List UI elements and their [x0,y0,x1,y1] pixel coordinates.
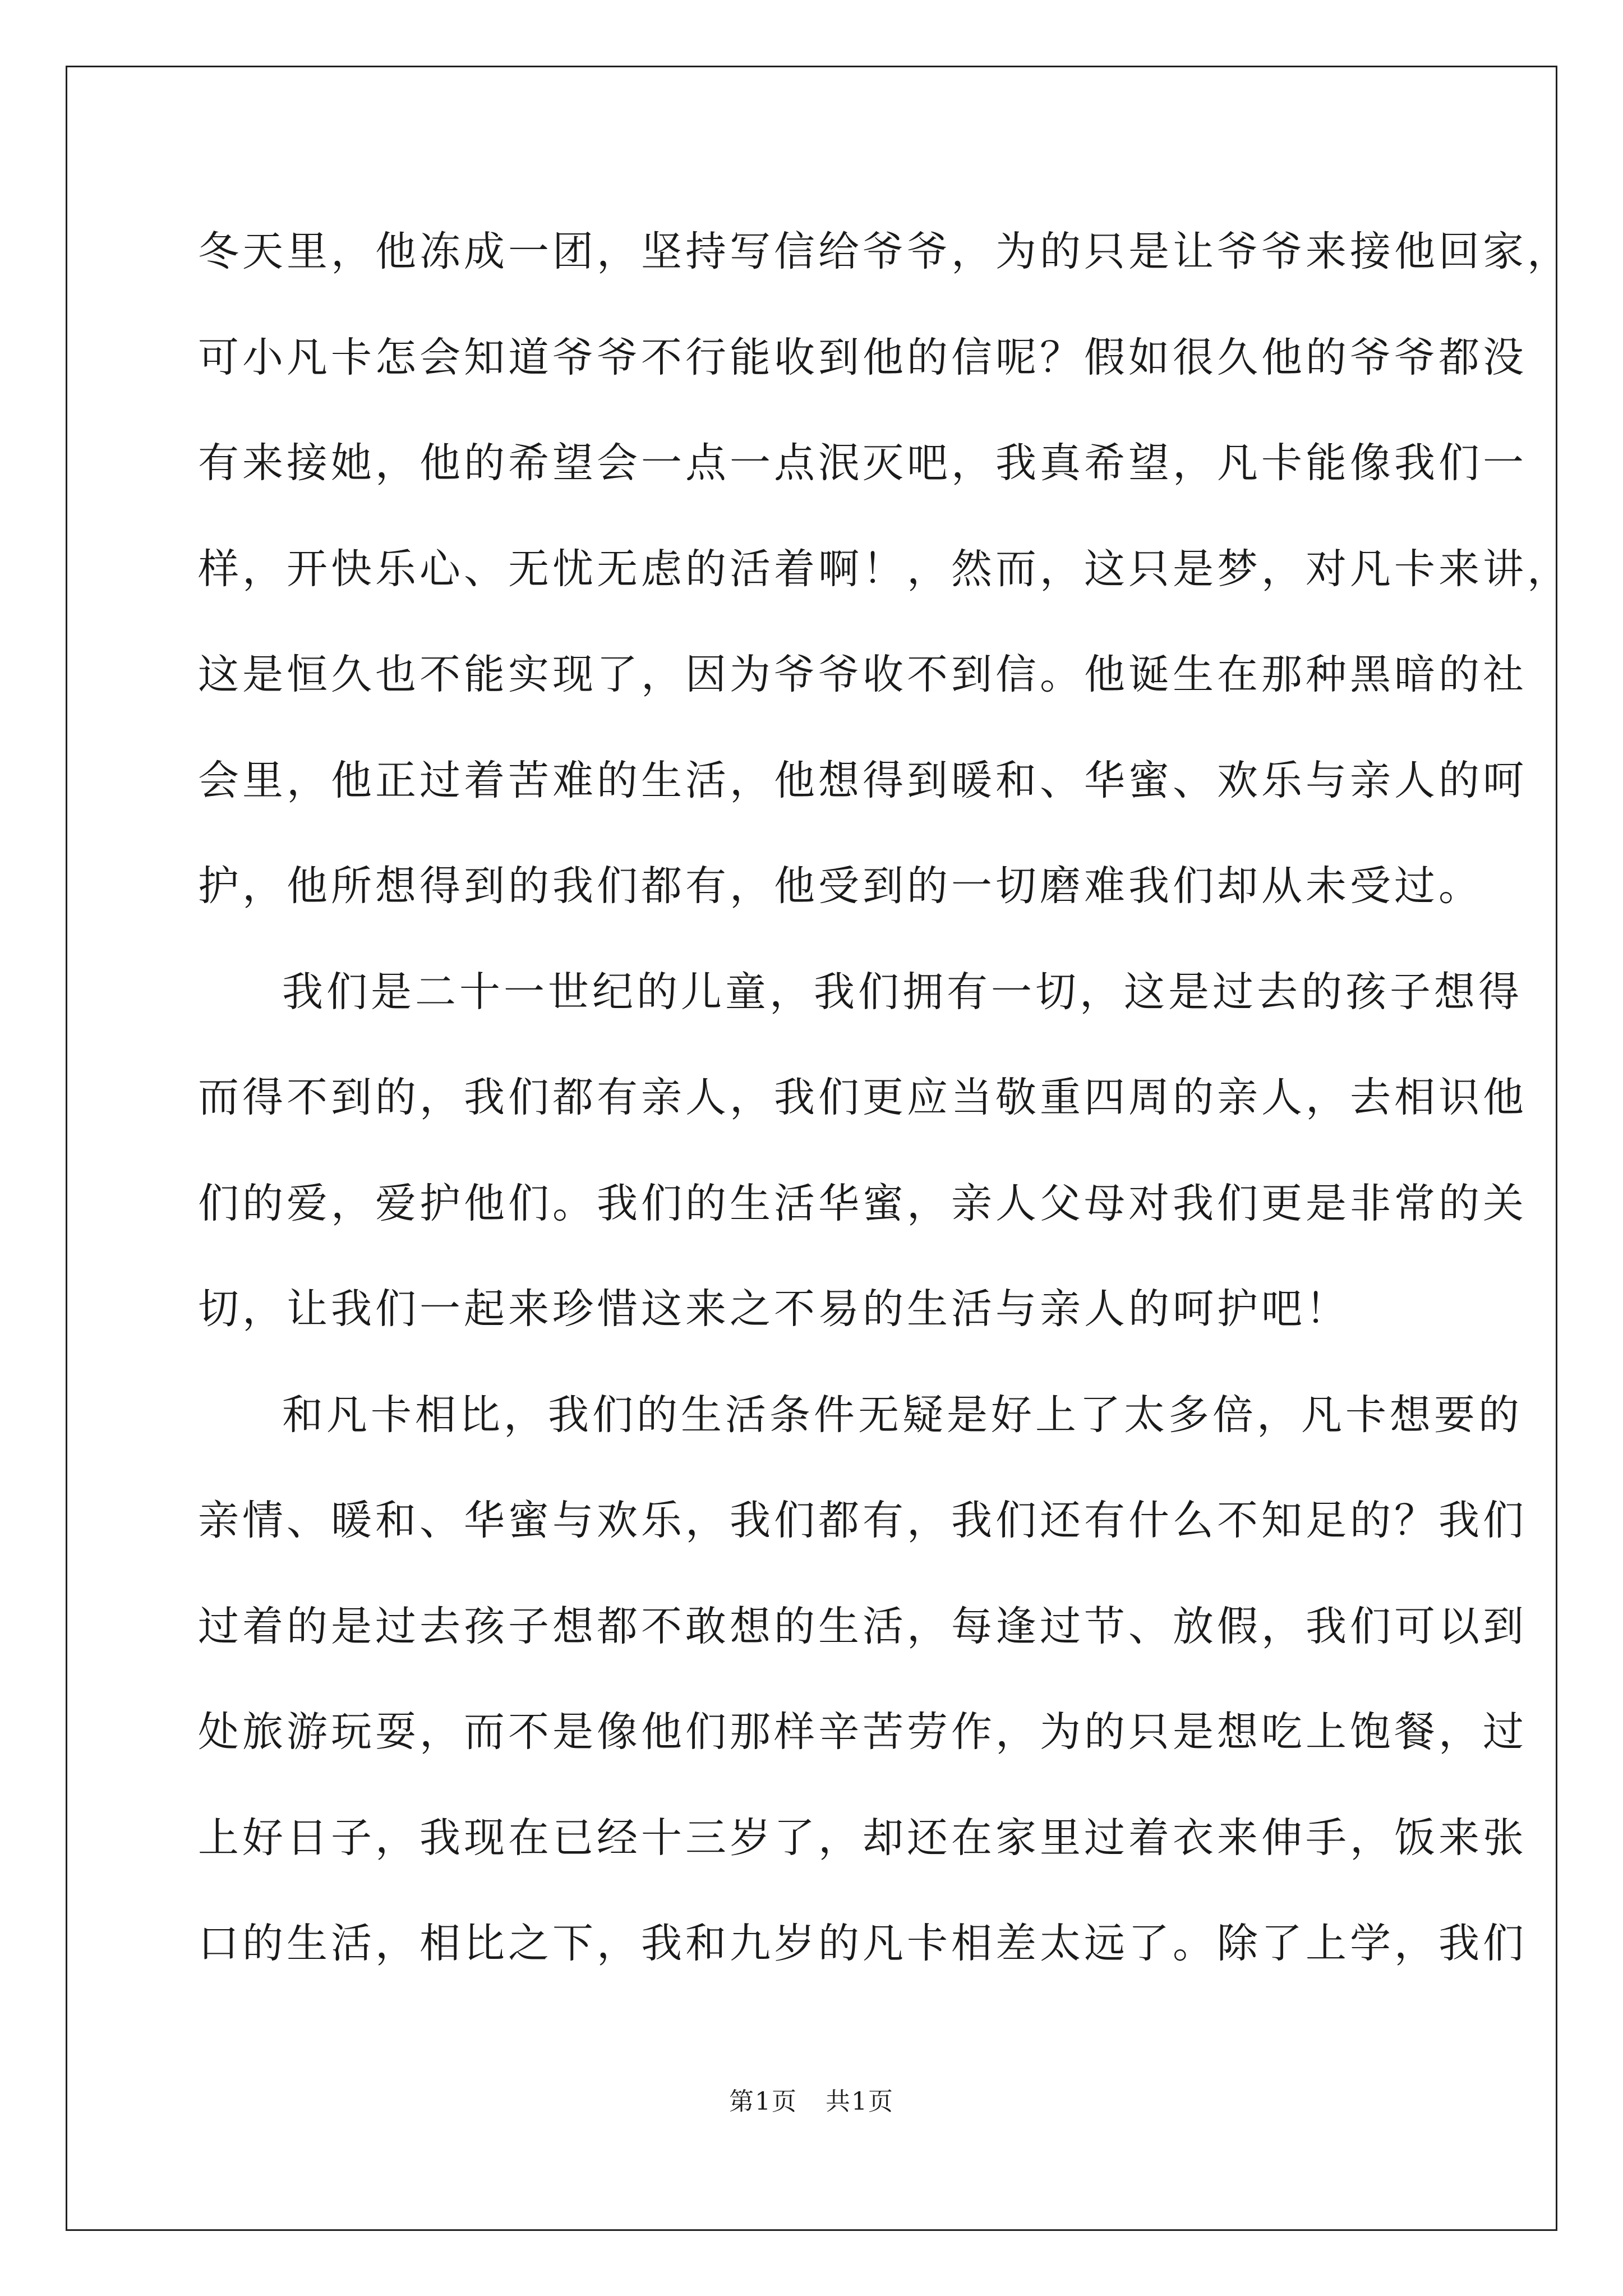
text-line: 样，开快乐心、无忧无虑的活着啊！，然而，这只是梦，对凡卡来讲， [198,545,1571,593]
text-line: 而得不到的，我们都有亲人，我们更应当敬重四周的亲人，去相识他 [198,1074,1527,1121]
text-line: 我们是二十一世纪的儿童，我们拥有一切，这是过去的孩子想得 [282,968,1523,1016]
text-line: 可小凡卡怎会知道爷爷不行能收到他的信呢？假如很久他的爷爷都没 [198,333,1527,381]
text-line: 亲情、暖和、华蜜与欢乐，我们都有，我们还有什么不知足的？我们 [198,1497,1527,1544]
page-number: 第1页 [729,2087,797,2116]
text-line: 切，让我们一起来珍惜这来之不易的生活与亲人的呵护吧！ [198,1285,1350,1333]
text-line: 上好日子，我现在已经十三岁了，却还在家里过着衣来伸手，饭来张 [198,1814,1527,1862]
paragraph-1 [198,199,1571,940]
text-line: 会里，他正过着苦难的生活，他想得到暖和、华蜜、欢乐与亲人的呵 [198,756,1527,804]
text-line: 和凡卡相比，我们的生活条件无疑是好上了太多倍，凡卡想要的 [282,1391,1523,1439]
document-body [198,199,1571,1997]
text-line: 这是恒久也不能实现了，因为爷爷收不到信。他诞生在那种黑暗的社 [198,651,1527,698]
text-line: 们的爱，爱护他们。我们的生活华蜜，亲人父母对我们更是非常的关 [198,1179,1527,1227]
text-line: 冬天里，他冻成一团，坚持写信给爷爷，为的只是让爷爷来接他回家， [198,228,1571,275]
text-line: 有来接她，他的希望会一点一点泯灭吧，我真希望，凡卡能像我们一 [198,439,1527,487]
text-line: 护，他所想得到的我们都有，他受到的一切磨难我们却从未受过。 [198,862,1483,910]
page-footer [0,2081,1623,2117]
page-total: 共1页 [826,2087,894,2116]
paragraph-3 [198,1363,1527,1997]
text-line: 口的生活，相比之下，我和九岁的凡卡相差太远了。除了上学，我们 [198,1920,1527,1967]
text-line: 过着的是过去孩子想都不敢想的生活，每逢过节、放假，我们可以到 [198,1602,1527,1650]
paragraph-2 [198,940,1527,1363]
text-line: 处旅游玩耍，而不是像他们那样辛苦劳作，为的只是想吃上饱餐，过 [198,1708,1527,1756]
